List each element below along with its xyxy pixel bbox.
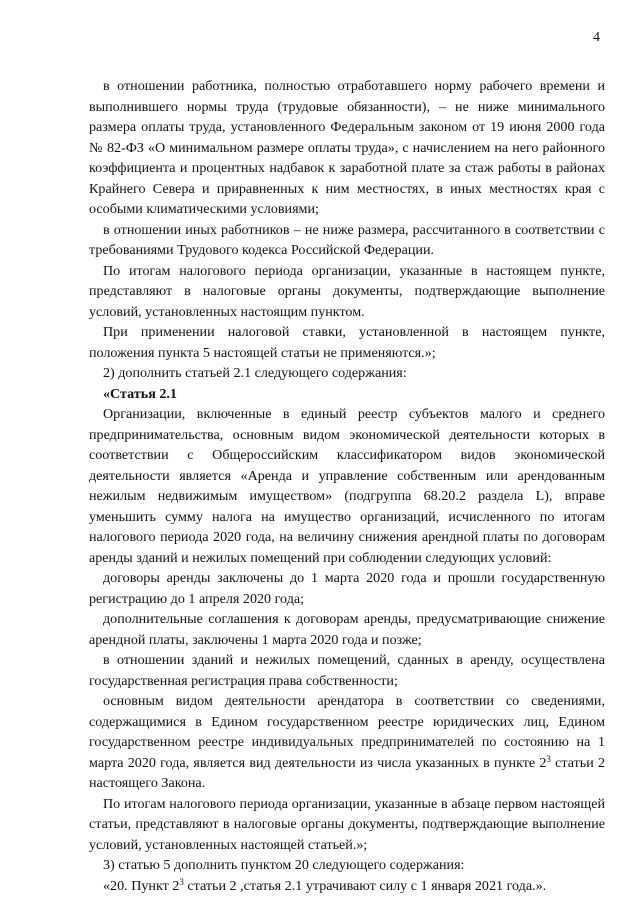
paragraph-text: «20. Пункт 2: [103, 877, 180, 894]
paragraph-tail: статьи 2 ,статья 2.1 утрачивают силу с 1 января 2021 года.».: [183, 877, 547, 894]
body-text: [89, 76, 605, 896]
paragraph: 2) дополнить статьей 2.1 следующего содержания:: [103, 365, 407, 381]
paragraph-text: основным видом деятельности арендатора в соответствии со сведениями, содержащимися в Едином государственном реестре юридических лиц, Едином государственном реестре индивидуальных предпринимателей по состоянию на 1 марта 2020 года, является вид деятельности из числа указанных в пункте 2: [89, 693, 605, 771]
paragraph: в отношении работника, полностью отработавшего норму рабочего времени и выполнившего нормы труда (трудовые обязанности), – не ниже минимального размера оплаты труда, установленного Федеральным законом от 19 июня 2000 года № 82-ФЗ «О минимальном размере оплаты труда», с начислением на него районного коэффициента и процентных надбавок к заработной плате за стаж работы в районах Крайнего Севера и приравненных к ним местностях, в иных местностях края с особыми климатическими условиями;: [89, 78, 605, 217]
page-number: 4: [593, 30, 600, 45]
superscript: 3: [179, 876, 184, 887]
article-heading: «Статья 2.1: [103, 385, 177, 402]
paragraph-tail: статьи 2 настоящего Закона.: [89, 754, 605, 791]
paragraph: договоры аренды заключены до 1 марта 2020 года и прошли государственную регистрацию до 1 апреля 2020 года;: [89, 570, 605, 607]
paragraph: [89, 691, 605, 794]
paragraph: По итогам налогового периода организации, указанные в настоящем пункте, представляют в налоговые органы документы, подтверждающие выполнение условий, установленных настоящим пунктом.: [89, 262, 605, 320]
paragraph: в отношении зданий и нежилых помещений, сданных в аренду, осуществлена государственная регистрация права собственности;: [89, 652, 605, 689]
paragraph: При применении налоговой ставки, установленной в настоящем пункте, положения пункта 5 настоящей статьи не применяются.»;: [89, 324, 605, 361]
superscript: 3: [546, 753, 551, 764]
paragraph: 3) статью 5 дополнить пунктом 20 следующего содержания:: [103, 857, 465, 873]
paragraph: Организации, включенные в единый реестр субъектов малого и среднего предпринимательства, основным видом экономической деятельности которых в соответствии с Общероссийским классификатором видов экономической деятельности является «Аренда и управление собственным или арендованным нежилым недвижимым имуществом» (подгруппа 68.20.2 раздела L), вправе уменьшить сумму налога на имущество организаций, исчисленного по итогам налогового периода 2020 года, на величину снижения арендной платы по договорам аренды зданий и нежилых помещений при соблюдении следующих условий:: [89, 406, 605, 566]
paragraph: По итогам налогового периода организации, указанные в абзаце первом настоящей статьи, представляют в налоговые органы документы, подтверждающие выполнение условий, установленных настоящей статьей.»;: [89, 795, 605, 853]
paragraph: [89, 876, 605, 897]
paragraph: в отношении иных работников – не ниже размера, рассчитанного в соответствии с требованиями Трудового кодекса Российской Федерации.: [89, 221, 605, 258]
paragraph: дополнительные соглашения к договорам аренды, предусматривающие снижение арендной платы, заключены 1 марта 2020 года и позже;: [89, 611, 605, 648]
